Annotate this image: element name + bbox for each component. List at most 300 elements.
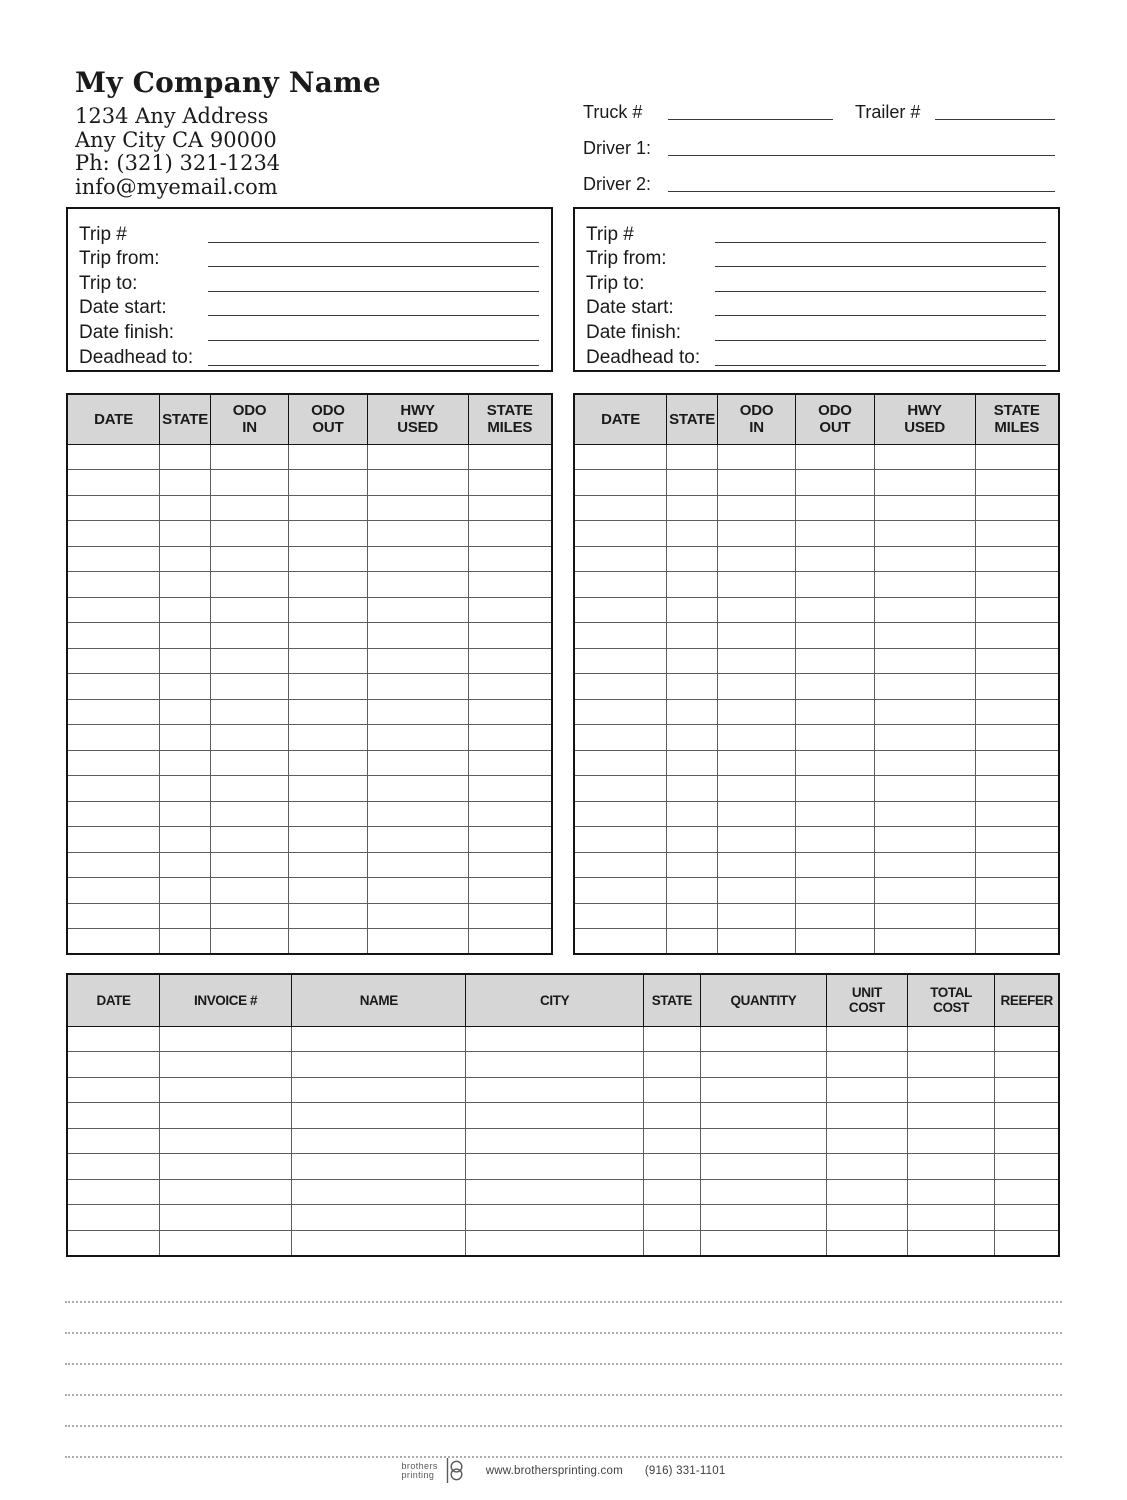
empty-cell bbox=[160, 1077, 292, 1103]
fill-in-line bbox=[208, 346, 539, 366]
company-address-line1: 1234 Any Address bbox=[75, 104, 269, 128]
column-header: ODO OUT bbox=[796, 394, 875, 444]
empty-cell bbox=[796, 750, 875, 776]
empty-cell bbox=[826, 1154, 907, 1180]
field-label: Date start: bbox=[79, 297, 167, 319]
table-row bbox=[67, 903, 552, 929]
table-row bbox=[67, 597, 552, 623]
company-header bbox=[75, 66, 381, 199]
print-shop-footer bbox=[0, 1458, 1127, 1483]
table-row bbox=[67, 1205, 1059, 1231]
empty-cell bbox=[995, 1230, 1059, 1256]
empty-cell bbox=[160, 1103, 292, 1129]
empty-cell bbox=[67, 597, 160, 623]
empty-cell bbox=[826, 1205, 907, 1231]
empty-cell bbox=[367, 878, 468, 904]
empty-cell bbox=[211, 572, 289, 598]
empty-cell bbox=[718, 648, 796, 674]
empty-cell bbox=[700, 1103, 826, 1129]
empty-cell bbox=[367, 750, 468, 776]
trip-field-row bbox=[79, 220, 539, 245]
empty-cell bbox=[289, 750, 368, 776]
empty-cell bbox=[211, 521, 289, 547]
empty-cell bbox=[975, 725, 1059, 751]
column-header: DATE bbox=[67, 974, 160, 1026]
empty-cell bbox=[975, 470, 1059, 496]
empty-cell bbox=[67, 1026, 160, 1052]
empty-cell bbox=[907, 1077, 995, 1103]
driver1-label: Driver 1: bbox=[583, 138, 652, 159]
empty-cell bbox=[574, 623, 667, 649]
empty-cell bbox=[160, 1230, 292, 1256]
empty-cell bbox=[995, 1154, 1059, 1180]
empty-cell bbox=[289, 725, 368, 751]
empty-cell bbox=[67, 1128, 160, 1154]
empty-cell bbox=[160, 1179, 292, 1205]
fill-in-line bbox=[208, 247, 539, 267]
empty-cell bbox=[67, 444, 160, 470]
empty-cell bbox=[975, 623, 1059, 649]
fill-in-line bbox=[208, 296, 539, 316]
empty-cell bbox=[718, 444, 796, 470]
empty-cell bbox=[796, 674, 875, 700]
trip-info-box-1 bbox=[66, 207, 553, 372]
empty-cell bbox=[67, 801, 160, 827]
fill-in-line bbox=[715, 321, 1046, 341]
table-row bbox=[574, 827, 1059, 853]
dotted-note-line bbox=[65, 1396, 1062, 1427]
empty-cell bbox=[67, 674, 160, 700]
trip-field-row bbox=[79, 269, 539, 294]
empty-cell bbox=[160, 444, 211, 470]
empty-cell bbox=[907, 1230, 995, 1256]
empty-cell bbox=[718, 801, 796, 827]
empty-cell bbox=[67, 1103, 160, 1129]
empty-cell bbox=[367, 929, 468, 955]
empty-cell bbox=[67, 725, 160, 751]
empty-cell bbox=[574, 597, 667, 623]
empty-cell bbox=[700, 1026, 826, 1052]
empty-cell bbox=[718, 597, 796, 623]
empty-cell bbox=[211, 546, 289, 572]
brothers-printing-logo bbox=[402, 1458, 464, 1483]
empty-cell bbox=[466, 1230, 643, 1256]
empty-cell bbox=[292, 1052, 466, 1078]
empty-cell bbox=[160, 1205, 292, 1231]
empty-cell bbox=[574, 572, 667, 598]
empty-cell bbox=[292, 1205, 466, 1231]
fill-in-line bbox=[208, 223, 539, 243]
empty-cell bbox=[574, 648, 667, 674]
empty-cell bbox=[67, 776, 160, 802]
mileage-table-1 bbox=[66, 393, 553, 955]
table-row bbox=[67, 776, 552, 802]
empty-cell bbox=[907, 1154, 995, 1180]
table-row bbox=[574, 929, 1059, 955]
trip-field-row bbox=[586, 318, 1046, 343]
fill-in-line bbox=[715, 296, 1046, 316]
empty-cell bbox=[160, 725, 211, 751]
table-row bbox=[67, 1128, 1059, 1154]
table-row bbox=[574, 470, 1059, 496]
empty-cell bbox=[367, 699, 468, 725]
empty-cell bbox=[574, 470, 667, 496]
empty-cell bbox=[995, 1128, 1059, 1154]
empty-cell bbox=[874, 852, 975, 878]
empty-cell bbox=[211, 750, 289, 776]
fill-in-line bbox=[715, 247, 1046, 267]
empty-cell bbox=[211, 699, 289, 725]
empty-cell bbox=[718, 776, 796, 802]
empty-cell bbox=[468, 674, 552, 700]
empty-cell bbox=[796, 878, 875, 904]
empty-cell bbox=[67, 699, 160, 725]
empty-cell bbox=[826, 1179, 907, 1205]
table-row bbox=[67, 852, 552, 878]
empty-cell bbox=[796, 725, 875, 751]
empty-cell bbox=[67, 827, 160, 853]
trip-info-box-2 bbox=[573, 207, 1060, 372]
field-label: Trip from: bbox=[586, 248, 667, 270]
column-header: ODO OUT bbox=[289, 394, 368, 444]
table-row bbox=[574, 878, 1059, 904]
empty-cell bbox=[160, 827, 211, 853]
empty-cell bbox=[67, 750, 160, 776]
dotted-note-line bbox=[65, 1334, 1062, 1365]
empty-cell bbox=[367, 470, 468, 496]
column-header: STATE MILES bbox=[975, 394, 1059, 444]
company-name: My Company Name bbox=[75, 66, 381, 99]
empty-cell bbox=[718, 546, 796, 572]
invoice-header-row bbox=[67, 974, 1059, 1026]
empty-cell bbox=[211, 827, 289, 853]
empty-cell bbox=[874, 699, 975, 725]
empty-cell bbox=[995, 1052, 1059, 1078]
empty-cell bbox=[289, 495, 368, 521]
empty-cell bbox=[718, 903, 796, 929]
mileage-table-2 bbox=[573, 393, 1060, 955]
empty-cell bbox=[796, 776, 875, 802]
empty-cell bbox=[211, 801, 289, 827]
empty-cell bbox=[667, 444, 718, 470]
empty-cell bbox=[160, 623, 211, 649]
empty-cell bbox=[160, 495, 211, 521]
empty-cell bbox=[160, 1154, 292, 1180]
empty-cell bbox=[367, 903, 468, 929]
empty-cell bbox=[367, 597, 468, 623]
field-label: Trip to: bbox=[586, 272, 645, 294]
company-email: info@myemail.com bbox=[75, 174, 278, 199]
empty-cell bbox=[292, 1230, 466, 1256]
table-row bbox=[574, 521, 1059, 547]
empty-cell bbox=[796, 827, 875, 853]
table-row bbox=[67, 495, 552, 521]
empty-cell bbox=[718, 495, 796, 521]
empty-cell bbox=[289, 623, 368, 649]
trip-field-row bbox=[79, 245, 539, 270]
empty-cell bbox=[574, 903, 667, 929]
empty-cell bbox=[975, 852, 1059, 878]
empty-cell bbox=[468, 878, 552, 904]
field-label: Date finish: bbox=[79, 322, 175, 344]
field-label: Trip # bbox=[586, 223, 634, 245]
empty-cell bbox=[574, 444, 667, 470]
trailer-number-line bbox=[935, 100, 1055, 120]
empty-cell bbox=[160, 674, 211, 700]
empty-cell bbox=[874, 929, 975, 955]
empty-cell bbox=[468, 623, 552, 649]
table-row bbox=[574, 852, 1059, 878]
empty-cell bbox=[67, 470, 160, 496]
empty-cell bbox=[160, 776, 211, 802]
empty-cell bbox=[160, 750, 211, 776]
trip-field-row bbox=[79, 318, 539, 343]
empty-cell bbox=[826, 1103, 907, 1129]
empty-cell bbox=[643, 1052, 700, 1078]
empty-cell bbox=[874, 470, 975, 496]
empty-cell bbox=[468, 546, 552, 572]
empty-cell bbox=[574, 750, 667, 776]
empty-cell bbox=[211, 852, 289, 878]
empty-cell bbox=[466, 1103, 643, 1129]
empty-cell bbox=[160, 1128, 292, 1154]
logo-word-line2: printing bbox=[401, 1469, 435, 1480]
trip-field-row bbox=[79, 343, 539, 368]
empty-cell bbox=[574, 929, 667, 955]
empty-cell bbox=[667, 572, 718, 598]
empty-cell bbox=[975, 929, 1059, 955]
empty-cell bbox=[995, 1205, 1059, 1231]
empty-cell bbox=[975, 648, 1059, 674]
empty-cell bbox=[718, 623, 796, 649]
empty-cell bbox=[796, 929, 875, 955]
empty-cell bbox=[700, 1230, 826, 1256]
empty-cell bbox=[907, 1026, 995, 1052]
empty-cell bbox=[907, 1052, 995, 1078]
empty-cell bbox=[160, 521, 211, 547]
table-row bbox=[67, 1026, 1059, 1052]
empty-cell bbox=[160, 572, 211, 598]
empty-cell bbox=[211, 623, 289, 649]
company-phone: Ph: (321) 321-1234 bbox=[75, 151, 281, 175]
dotted-note-line bbox=[65, 1272, 1062, 1303]
empty-cell bbox=[667, 623, 718, 649]
column-header: ODO IN bbox=[211, 394, 289, 444]
fill-in-line bbox=[208, 272, 539, 292]
column-header: CITY bbox=[466, 974, 643, 1026]
empty-cell bbox=[667, 699, 718, 725]
empty-cell bbox=[468, 521, 552, 547]
empty-cell bbox=[718, 750, 796, 776]
empty-cell bbox=[700, 1128, 826, 1154]
empty-cell bbox=[995, 1103, 1059, 1129]
empty-cell bbox=[289, 572, 368, 598]
empty-cell bbox=[796, 470, 875, 496]
empty-cell bbox=[874, 776, 975, 802]
empty-cell bbox=[367, 444, 468, 470]
table-row bbox=[574, 546, 1059, 572]
empty-cell bbox=[667, 929, 718, 955]
empty-cell bbox=[700, 1154, 826, 1180]
column-header: STATE MILES bbox=[468, 394, 552, 444]
column-header: HWY USED bbox=[874, 394, 975, 444]
empty-cell bbox=[289, 648, 368, 674]
empty-cell bbox=[975, 699, 1059, 725]
empty-cell bbox=[367, 521, 468, 547]
empty-cell bbox=[826, 1052, 907, 1078]
empty-cell bbox=[826, 1128, 907, 1154]
empty-cell bbox=[667, 546, 718, 572]
empty-cell bbox=[211, 470, 289, 496]
empty-cell bbox=[67, 1077, 160, 1103]
empty-cell bbox=[796, 801, 875, 827]
empty-cell bbox=[367, 495, 468, 521]
brothers-printing-mark-icon bbox=[445, 1458, 464, 1483]
empty-cell bbox=[468, 597, 552, 623]
truck-number-line bbox=[668, 100, 833, 120]
column-header: DATE bbox=[67, 394, 160, 444]
table-row bbox=[574, 801, 1059, 827]
table-row bbox=[574, 597, 1059, 623]
empty-cell bbox=[700, 1052, 826, 1078]
empty-cell bbox=[160, 1026, 292, 1052]
empty-cell bbox=[67, 546, 160, 572]
empty-cell bbox=[874, 801, 975, 827]
empty-cell bbox=[160, 1052, 292, 1078]
empty-cell bbox=[718, 878, 796, 904]
empty-cell bbox=[874, 903, 975, 929]
empty-cell bbox=[211, 597, 289, 623]
column-header: STATE bbox=[643, 974, 700, 1026]
empty-cell bbox=[995, 1077, 1059, 1103]
empty-cell bbox=[466, 1128, 643, 1154]
empty-cell bbox=[67, 1154, 160, 1180]
empty-cell bbox=[67, 1179, 160, 1205]
table-row bbox=[574, 444, 1059, 470]
empty-cell bbox=[796, 852, 875, 878]
empty-cell bbox=[667, 597, 718, 623]
empty-cell bbox=[975, 903, 1059, 929]
empty-cell bbox=[667, 801, 718, 827]
empty-cell bbox=[211, 903, 289, 929]
empty-cell bbox=[211, 878, 289, 904]
driver2-line bbox=[668, 172, 1055, 192]
empty-cell bbox=[289, 674, 368, 700]
empty-cell bbox=[67, 929, 160, 955]
empty-cell bbox=[67, 878, 160, 904]
dotted-note-line bbox=[65, 1365, 1062, 1396]
field-label: Date start: bbox=[586, 297, 674, 319]
empty-cell bbox=[874, 674, 975, 700]
empty-cell bbox=[907, 1128, 995, 1154]
empty-cell bbox=[367, 852, 468, 878]
empty-cell bbox=[718, 572, 796, 598]
empty-cell bbox=[995, 1026, 1059, 1052]
empty-cell bbox=[667, 725, 718, 751]
empty-cell bbox=[211, 495, 289, 521]
empty-cell bbox=[468, 750, 552, 776]
empty-cell bbox=[574, 521, 667, 547]
empty-cell bbox=[667, 648, 718, 674]
empty-cell bbox=[796, 444, 875, 470]
trip-field-row bbox=[586, 245, 1046, 270]
empty-cell bbox=[796, 597, 875, 623]
logo-word-line1: brothers bbox=[401, 1460, 438, 1471]
empty-cell bbox=[796, 623, 875, 649]
empty-cell bbox=[367, 725, 468, 751]
empty-cell bbox=[160, 929, 211, 955]
empty-cell bbox=[367, 572, 468, 598]
empty-cell bbox=[874, 648, 975, 674]
empty-cell bbox=[574, 827, 667, 853]
table-row bbox=[574, 572, 1059, 598]
empty-cell bbox=[574, 699, 667, 725]
column-header: NAME bbox=[292, 974, 466, 1026]
empty-cell bbox=[667, 776, 718, 802]
table-row bbox=[67, 1179, 1059, 1205]
empty-cell bbox=[292, 1179, 466, 1205]
empty-cell bbox=[67, 1205, 160, 1231]
empty-cell bbox=[667, 827, 718, 853]
empty-cell bbox=[468, 929, 552, 955]
empty-cell bbox=[466, 1205, 643, 1231]
empty-cell bbox=[289, 929, 368, 955]
empty-cell bbox=[367, 648, 468, 674]
company-address-line2: Any City CA 90000 bbox=[75, 127, 277, 152]
empty-cell bbox=[574, 776, 667, 802]
empty-cell bbox=[796, 495, 875, 521]
table-row bbox=[574, 776, 1059, 802]
empty-cell bbox=[574, 495, 667, 521]
empty-cell bbox=[826, 1230, 907, 1256]
empty-cell bbox=[160, 699, 211, 725]
empty-cell bbox=[67, 903, 160, 929]
empty-cell bbox=[468, 572, 552, 598]
empty-cell bbox=[975, 546, 1059, 572]
table-row bbox=[67, 1103, 1059, 1129]
empty-cell bbox=[643, 1128, 700, 1154]
empty-cell bbox=[907, 1205, 995, 1231]
empty-cell bbox=[874, 750, 975, 776]
table-row bbox=[67, 878, 552, 904]
empty-cell bbox=[292, 1026, 466, 1052]
empty-cell bbox=[667, 750, 718, 776]
table-row bbox=[67, 699, 552, 725]
empty-cell bbox=[667, 470, 718, 496]
empty-cell bbox=[289, 801, 368, 827]
empty-cell bbox=[718, 674, 796, 700]
invoice-table bbox=[66, 973, 1060, 1257]
empty-cell bbox=[574, 852, 667, 878]
empty-cell bbox=[468, 903, 552, 929]
trip-field-row bbox=[586, 220, 1046, 245]
empty-cell bbox=[975, 674, 1059, 700]
empty-cell bbox=[468, 776, 552, 802]
empty-cell bbox=[796, 648, 875, 674]
empty-cell bbox=[574, 674, 667, 700]
column-header: TOTAL COST bbox=[907, 974, 995, 1026]
column-header: STATE bbox=[160, 394, 211, 444]
empty-cell bbox=[468, 470, 552, 496]
empty-cell bbox=[667, 852, 718, 878]
empty-cell bbox=[975, 572, 1059, 598]
empty-cell bbox=[292, 1077, 466, 1103]
field-label: Trip to: bbox=[79, 272, 138, 294]
empty-cell bbox=[874, 444, 975, 470]
empty-cell bbox=[468, 444, 552, 470]
trip-field-row bbox=[586, 343, 1046, 368]
column-header: HWY USED bbox=[367, 394, 468, 444]
